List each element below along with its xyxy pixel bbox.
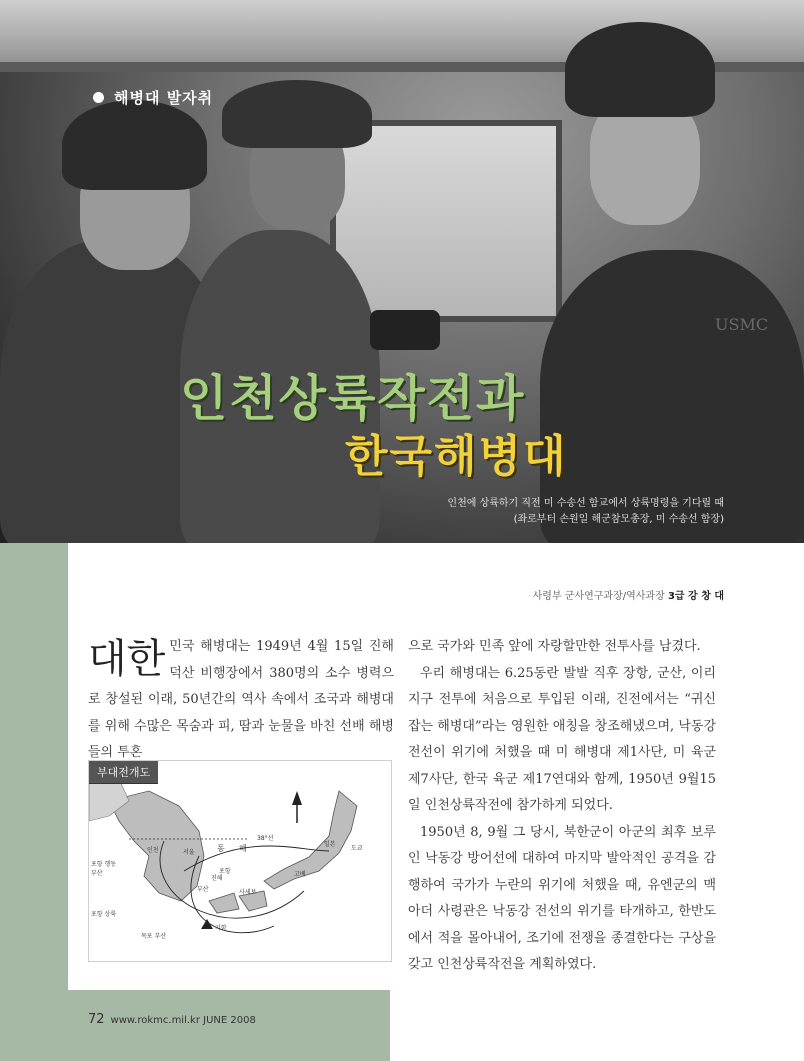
map-38-parallel-label: 38°선: [257, 835, 274, 842]
deployment-map: [88, 760, 392, 962]
article-title-line2: 한국해병대: [345, 431, 568, 482]
article-title-line1: 인천상륙작전과: [180, 370, 526, 427]
map-sea-label-2: 해: [239, 844, 247, 853]
article-paragraph: [88, 634, 394, 767]
map-place-busan: 부산: [197, 886, 209, 893]
article-paragraph: 으로 국가와 민족 앞에 자랑할만한 전투사를 남겼다.: [408, 639, 701, 654]
author-byline: [533, 587, 724, 602]
caption-line2: (좌로부터 손원일 해군참모총장, 미 수송선 함장): [513, 514, 724, 525]
officer-left-helmet: [62, 100, 207, 190]
dropcap: 대한: [88, 636, 166, 682]
map-place-kobe: 고베: [294, 871, 306, 878]
photo-caption: [447, 496, 724, 528]
section-tag-text: 해병대 발자취: [114, 89, 214, 107]
article-column-left: [88, 634, 394, 767]
article-paragraph: 우리 해병대는 6.25동란 발발 직후 장항, 군산, 이리 지구 전투에 처음으로 투입된 이래, 진전에서는 “귀신 잡는 해병대”라는 영원한 애칭을 창조해냈으며, 낙동강 전선이 위기에 처했을 때 미 해병대 제1사단, 미 육군 제7사단, 한국 육군 제17연대와 함께, 1950년 9월15일 인천상륙작전에 참가하게 되었다.: [408, 665, 716, 813]
map-sea-label-1: 동: [217, 844, 225, 853]
article-text: 민국 해병대는 1949년 4월 15일 진해 덕산 비행장에서 380명의 소수 병력으로 창설된 이래, 50년간의 역사 속에서 조국과 해병대를 위해 수많은 목숨과 피, 땀과 눈물을 바친 선배 해병들의 투혼: [88, 639, 394, 760]
side-band: [0, 543, 68, 1061]
bridge-window: [330, 120, 562, 322]
map-place-seoul: 서울: [183, 849, 195, 856]
page-footer: [88, 1012, 256, 1027]
map-place-pohang: 포항: [219, 868, 231, 875]
map-place-sasebo: 사세보: [239, 889, 257, 896]
map-place-japan: 일본: [324, 841, 336, 848]
map-note-flagship: 기함: [215, 925, 227, 932]
map-graphic: [89, 761, 391, 961]
footer-site: www.rokmc.mil.kr JUNE 2008: [110, 1015, 256, 1026]
author-org: 사령부 군사연구과장/역사과장: [532, 591, 665, 602]
page-number: 72: [88, 1012, 105, 1027]
bullet-icon: [93, 92, 104, 103]
map-note-2: 포항 상륙: [91, 911, 117, 918]
section-tag: [93, 87, 213, 108]
map-place-jinhae: 진해: [211, 875, 223, 882]
officer-center-cap: [222, 80, 372, 148]
map-place-tokyo: 도쿄: [351, 845, 363, 852]
usmc-jacket-text: USMC: [715, 315, 769, 334]
article-column-right: [408, 634, 716, 979]
map-note-1: 포항 행동 부산: [91, 861, 117, 877]
article-paragraph: 1950년 8, 9월 그 당시, 북한군이 아군의 최후 보루인 낙동강 방어선에 대하여 마지막 발악적인 공격을 감행하여 국가가 누란의 위기에 처했을 때, 유엔군의 맥아더 사령관은 낙동강 전선의 위기를 타개하고, 한반도에서 적을 몰아내어, 조기에 전쟁을 종결한다는 구상을 갖고 인천상륙작전을 계획하였다.: [408, 824, 716, 972]
binoculars: [370, 310, 440, 350]
map-note-3: 목포 부산: [141, 933, 167, 940]
caption-line1: 인천에 상륙하기 직전 미 수송선 함교에서 상륙명령을 기다릴 때: [447, 498, 724, 509]
map-place-incheon: 인천: [147, 847, 159, 854]
officer-right-helmet: [565, 22, 715, 117]
author-name: 3급 강 창 대: [667, 591, 724, 602]
map-label: 부대전개도: [89, 761, 158, 784]
